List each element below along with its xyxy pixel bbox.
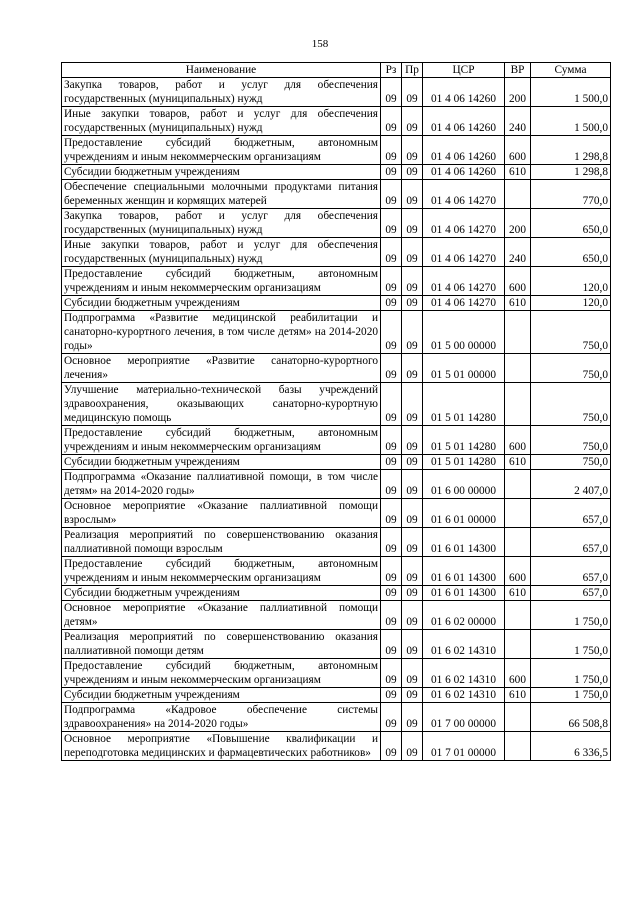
- cell-vr: 610: [505, 586, 531, 601]
- table-row: [62, 528, 611, 557]
- cell-name: Закупка товаров, работ и услуг для обеспечения государственных (муниципальных) нужд: [62, 78, 381, 107]
- cell-name: Иные закупки товаров, работ и услуг для обеспечения государственных (муниципальных) нужд: [62, 238, 381, 267]
- cell-pr: 09: [402, 528, 423, 557]
- table-row: [62, 136, 611, 165]
- cell-sum: 1 500,0: [531, 78, 611, 107]
- header-csr: ЦСР: [423, 63, 505, 78]
- table-row: [62, 732, 611, 761]
- cell-csr: 01 4 06 14260: [423, 136, 505, 165]
- cell-sum: 1 298,8: [531, 165, 611, 180]
- cell-name: Субсидии бюджетным учреждениям: [62, 586, 381, 601]
- cell-vr: 600: [505, 267, 531, 296]
- cell-name: Субсидии бюджетным учреждениям: [62, 455, 381, 470]
- cell-csr: 01 4 06 14260: [423, 107, 505, 136]
- cell-rz: 09: [381, 470, 402, 499]
- cell-vr: [505, 470, 531, 499]
- cell-vr: [505, 601, 531, 630]
- cell-sum: 1 298,8: [531, 136, 611, 165]
- table-row: [62, 659, 611, 688]
- cell-pr: 09: [402, 426, 423, 455]
- cell-name: Основное мероприятие «Оказание паллиативной помощи взрослым»: [62, 499, 381, 528]
- table-row: [62, 311, 611, 354]
- cell-csr: 01 5 01 00000: [423, 354, 505, 383]
- cell-sum: 1 750,0: [531, 659, 611, 688]
- cell-rz: 09: [381, 586, 402, 601]
- table-row: [62, 630, 611, 659]
- cell-csr: 01 7 00 00000: [423, 703, 505, 732]
- cell-name: Подпрограмма «Кадровое обеспечение системы здравоохранения» на 2014-2020 годы»: [62, 703, 381, 732]
- cell-csr: 01 5 00 00000: [423, 311, 505, 354]
- cell-name: Основное мероприятие «Повышение квалификации и переподготовка медицинских и фармацевтических работников»: [62, 732, 381, 761]
- cell-csr: 01 4 06 14260: [423, 165, 505, 180]
- cell-csr: 01 5 01 14280: [423, 383, 505, 426]
- cell-rz: 09: [381, 659, 402, 688]
- table-row: [62, 499, 611, 528]
- cell-pr: 09: [402, 557, 423, 586]
- cell-csr: 01 6 00 00000: [423, 470, 505, 499]
- cell-name: Улучшение материально-технической базы учреждений здравоохранения, оказывающих санаторно-курортную медицинскую помощь: [62, 383, 381, 426]
- cell-vr: [505, 630, 531, 659]
- cell-rz: 09: [381, 78, 402, 107]
- cell-rz: 09: [381, 455, 402, 470]
- cell-csr: 01 6 02 14310: [423, 688, 505, 703]
- cell-csr: 01 4 06 14270: [423, 238, 505, 267]
- cell-pr: 09: [402, 659, 423, 688]
- cell-vr: 240: [505, 107, 531, 136]
- cell-pr: 09: [402, 732, 423, 761]
- header-pr: Пр: [402, 63, 423, 78]
- table-row: [62, 383, 611, 426]
- cell-name: Предоставление субсидий бюджетным, автономным учреждениям и иным некоммерческим организациям: [62, 426, 381, 455]
- cell-csr: 01 4 06 14270: [423, 267, 505, 296]
- cell-rz: 09: [381, 180, 402, 209]
- cell-pr: 09: [402, 586, 423, 601]
- cell-sum: 750,0: [531, 311, 611, 354]
- cell-csr: 01 6 01 00000: [423, 499, 505, 528]
- cell-sum: 657,0: [531, 499, 611, 528]
- cell-csr: 01 5 01 14280: [423, 426, 505, 455]
- cell-rz: 09: [381, 296, 402, 311]
- table-row: [62, 455, 611, 470]
- cell-csr: 01 4 06 14260: [423, 78, 505, 107]
- cell-pr: 09: [402, 455, 423, 470]
- cell-sum: 750,0: [531, 383, 611, 426]
- header-sum: Сумма: [531, 63, 611, 78]
- table-body: [62, 78, 611, 761]
- cell-rz: 09: [381, 499, 402, 528]
- cell-sum: 6 336,5: [531, 732, 611, 761]
- table-row: [62, 601, 611, 630]
- cell-sum: 120,0: [531, 296, 611, 311]
- cell-pr: 09: [402, 238, 423, 267]
- cell-rz: 09: [381, 311, 402, 354]
- cell-csr: 01 6 01 14300: [423, 557, 505, 586]
- cell-name: Субсидии бюджетным учреждениям: [62, 688, 381, 703]
- cell-sum: 1 750,0: [531, 601, 611, 630]
- cell-vr: 610: [505, 455, 531, 470]
- cell-rz: 09: [381, 528, 402, 557]
- cell-pr: 09: [402, 78, 423, 107]
- cell-vr: [505, 528, 531, 557]
- cell-rz: 09: [381, 688, 402, 703]
- table-row: [62, 296, 611, 311]
- cell-name: Предоставление субсидий бюджетным, автономным учреждениям и иным некоммерческим организациям: [62, 557, 381, 586]
- cell-vr: 200: [505, 209, 531, 238]
- cell-sum: 770,0: [531, 180, 611, 209]
- cell-csr: 01 6 02 00000: [423, 601, 505, 630]
- cell-pr: 09: [402, 601, 423, 630]
- cell-vr: [505, 732, 531, 761]
- cell-sum: 650,0: [531, 238, 611, 267]
- cell-sum: 657,0: [531, 586, 611, 601]
- cell-sum: 120,0: [531, 267, 611, 296]
- cell-pr: 09: [402, 107, 423, 136]
- cell-name: Предоставление субсидий бюджетным, автономным учреждениям и иным некоммерческим организациям: [62, 659, 381, 688]
- cell-sum: 657,0: [531, 557, 611, 586]
- cell-vr: 610: [505, 296, 531, 311]
- header-vr: ВР: [505, 63, 531, 78]
- cell-rz: 09: [381, 703, 402, 732]
- table-row: [62, 78, 611, 107]
- cell-rz: 09: [381, 136, 402, 165]
- cell-csr: 01 6 02 14310: [423, 659, 505, 688]
- cell-pr: 09: [402, 470, 423, 499]
- cell-rz: 09: [381, 601, 402, 630]
- cell-sum: 1 750,0: [531, 630, 611, 659]
- cell-sum: 750,0: [531, 354, 611, 383]
- cell-vr: 240: [505, 238, 531, 267]
- cell-name: Закупка товаров, работ и услуг для обеспечения государственных (муниципальных) нужд: [62, 209, 381, 238]
- cell-vr: 600: [505, 659, 531, 688]
- cell-vr: 200: [505, 78, 531, 107]
- cell-csr: 01 6 01 14300: [423, 528, 505, 557]
- cell-name: Подпрограмма «Оказание паллиативной помощи, в том числе детям» на 2014-2020 годы»: [62, 470, 381, 499]
- table-row: [62, 470, 611, 499]
- cell-pr: 09: [402, 703, 423, 732]
- cell-name: Субсидии бюджетным учреждениям: [62, 165, 381, 180]
- cell-rz: 09: [381, 630, 402, 659]
- cell-name: Обеспечение специальными молочными продуктами питания беременных женщин и кормящих матерей: [62, 180, 381, 209]
- cell-csr: 01 4 06 14270: [423, 209, 505, 238]
- cell-name: Реализация мероприятий по совершенствованию оказания паллиативной помощи взрослым: [62, 528, 381, 557]
- cell-sum: 2 407,0: [531, 470, 611, 499]
- table-row: [62, 426, 611, 455]
- cell-csr: 01 6 01 14300: [423, 586, 505, 601]
- cell-name: Предоставление субсидий бюджетным, автономным учреждениям и иным некоммерческим организациям: [62, 267, 381, 296]
- table-row: [62, 165, 611, 180]
- cell-csr: 01 6 02 14310: [423, 630, 505, 659]
- cell-name: Основное мероприятие «Оказание паллиативной помощи детям»: [62, 601, 381, 630]
- table-row: [62, 354, 611, 383]
- cell-name: Реализация мероприятий по совершенствованию оказания паллиативной помощи детям: [62, 630, 381, 659]
- cell-pr: 09: [402, 688, 423, 703]
- table-row: [62, 180, 611, 209]
- cell-pr: 09: [402, 383, 423, 426]
- cell-rz: 09: [381, 354, 402, 383]
- cell-vr: 610: [505, 165, 531, 180]
- cell-rz: 09: [381, 165, 402, 180]
- cell-sum: 657,0: [531, 528, 611, 557]
- cell-csr: 01 5 01 14280: [423, 455, 505, 470]
- cell-pr: 09: [402, 165, 423, 180]
- cell-rz: 09: [381, 107, 402, 136]
- cell-vr: [505, 383, 531, 426]
- header-name: Наименование: [62, 63, 381, 78]
- cell-sum: 750,0: [531, 426, 611, 455]
- cell-pr: 09: [402, 209, 423, 238]
- cell-pr: 09: [402, 311, 423, 354]
- cell-rz: 09: [381, 209, 402, 238]
- table-row: [62, 586, 611, 601]
- cell-rz: 09: [381, 732, 402, 761]
- cell-name: Предоставление субсидий бюджетным, автономным учреждениям и иным некоммерческим организациям: [62, 136, 381, 165]
- cell-pr: 09: [402, 354, 423, 383]
- table-row: [62, 557, 611, 586]
- cell-pr: 09: [402, 296, 423, 311]
- table-row: [62, 267, 611, 296]
- cell-csr: 01 7 01 00000: [423, 732, 505, 761]
- table-row: [62, 703, 611, 732]
- cell-rz: 09: [381, 557, 402, 586]
- budget-table: [61, 62, 611, 761]
- cell-pr: 09: [402, 499, 423, 528]
- table-row: [62, 238, 611, 267]
- header-rz: Рз: [381, 63, 402, 78]
- table-row: [62, 209, 611, 238]
- cell-sum: 1 500,0: [531, 107, 611, 136]
- page-number: 158: [311, 38, 329, 50]
- table-row: [62, 107, 611, 136]
- table-row: [62, 688, 611, 703]
- cell-name: Иные закупки товаров, работ и услуг для обеспечения государственных (муниципальных) нужд: [62, 107, 381, 136]
- cell-sum: 66 508,8: [531, 703, 611, 732]
- cell-csr: 01 4 06 14270: [423, 296, 505, 311]
- cell-rz: 09: [381, 267, 402, 296]
- cell-name: Основное мероприятие «Развитие санаторно-курортного лечения»: [62, 354, 381, 383]
- cell-vr: 600: [505, 426, 531, 455]
- cell-name: Подпрограмма «Развитие медицинской реабилитации и санаторно-курортного лечения, в том числе детям» на 2014-2020 годы»: [62, 311, 381, 354]
- cell-vr: [505, 703, 531, 732]
- cell-vr: 610: [505, 688, 531, 703]
- cell-vr: [505, 311, 531, 354]
- cell-pr: 09: [402, 136, 423, 165]
- cell-pr: 09: [402, 180, 423, 209]
- cell-vr: [505, 499, 531, 528]
- cell-vr: [505, 354, 531, 383]
- cell-vr: 600: [505, 557, 531, 586]
- cell-pr: 09: [402, 267, 423, 296]
- cell-rz: 09: [381, 383, 402, 426]
- cell-name: Субсидии бюджетным учреждениям: [62, 296, 381, 311]
- cell-rz: 09: [381, 426, 402, 455]
- cell-sum: 650,0: [531, 209, 611, 238]
- cell-sum: 1 750,0: [531, 688, 611, 703]
- cell-csr: 01 4 06 14270: [423, 180, 505, 209]
- cell-pr: 09: [402, 630, 423, 659]
- table-header-row: [62, 63, 611, 78]
- cell-vr: 600: [505, 136, 531, 165]
- cell-vr: [505, 180, 531, 209]
- cell-sum: 750,0: [531, 455, 611, 470]
- cell-rz: 09: [381, 238, 402, 267]
